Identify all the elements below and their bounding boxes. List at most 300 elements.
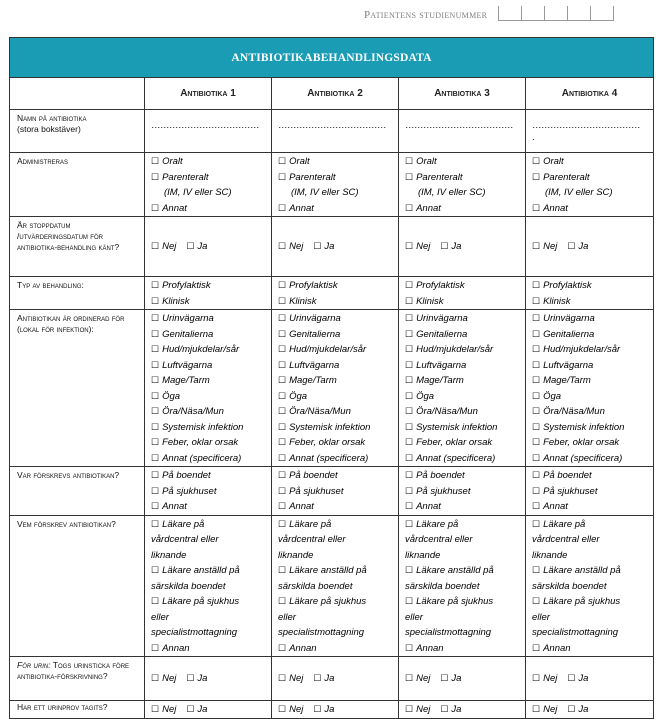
infection-site-checkbox[interactable] <box>278 389 394 405</box>
option-label: Annat <box>543 501 568 512</box>
option-label: Systemisk infektion <box>543 421 625 433</box>
prescription-place-checkbox[interactable] <box>532 468 649 484</box>
option-label: Annat <box>162 202 187 214</box>
name-blank-line-4: ……………………………… <box>532 120 640 131</box>
checkbox-icon[interactable]: ☐ <box>186 241 195 252</box>
checkbox-annan[interactable] <box>532 641 649 657</box>
checkbox-icon[interactable]: ☐ <box>278 328 287 339</box>
checkbox-annan[interactable] <box>151 641 267 657</box>
checkbox-icon[interactable]: ☐ <box>405 359 414 370</box>
checkbox-icon[interactable]: ☐ <box>278 642 287 653</box>
checkbox-oralt[interactable] <box>278 154 394 170</box>
checkbox-icon[interactable]: ☐ <box>532 518 541 529</box>
option-label: Luftvägarna <box>289 359 340 371</box>
checkbox-lakare-vardcentral[interactable] <box>278 517 394 533</box>
infection-site-checkbox[interactable] <box>151 327 267 343</box>
checkbox-icon[interactable]: ☐ <box>405 673 414 684</box>
checkbox-icon[interactable]: ☐ <box>532 437 541 447</box>
checkbox-icon[interactable]: ☐ <box>532 202 541 213</box>
checkbox-annan[interactable] <box>405 641 521 657</box>
checkbox-icon[interactable]: ☐ <box>151 673 160 684</box>
infection-site-checkbox[interactable] <box>532 435 649 451</box>
checkbox-icon[interactable]: ☐ <box>151 156 160 166</box>
checkbox-klinisk[interactable] <box>278 294 394 310</box>
infection-site-checkbox[interactable] <box>405 435 521 451</box>
checkbox-lakare-boende[interactable] <box>278 563 394 579</box>
infection-cell-3 <box>399 310 526 467</box>
checkbox-icon[interactable]: ☐ <box>532 280 541 290</box>
option-label: Läkare anställd på <box>416 565 494 576</box>
option-label: Profylaktisk <box>416 280 465 291</box>
infection-site-checkbox[interactable] <box>532 389 649 405</box>
option-label: Annan <box>543 642 571 654</box>
checkbox-icon[interactable]: ☐ <box>405 328 414 339</box>
infection-site-checkbox[interactable] <box>405 373 521 389</box>
infection-site-checkbox[interactable] <box>151 451 267 467</box>
option-label: Ja <box>324 241 335 253</box>
row-urineprov <box>10 701 654 719</box>
checkbox-ja[interactable] <box>567 671 588 687</box>
checkbox-nej[interactable] <box>405 702 430 718</box>
checkbox-klinisk[interactable] <box>151 294 267 310</box>
checkbox-icon[interactable]: ☐ <box>405 202 414 213</box>
checkbox-lakare-vardcentral[interactable] <box>405 517 521 533</box>
checkbox-profylaktisk[interactable] <box>151 278 267 294</box>
row-label-infection: Antibiotikan är ordinerad för (lokal för infektion): <box>10 310 145 467</box>
checkbox-icon[interactable]: ☐ <box>151 518 160 529</box>
checkbox-icon[interactable]: ☐ <box>151 565 160 575</box>
infection-site-checkbox[interactable] <box>532 451 649 467</box>
checkbox-icon[interactable]: ☐ <box>278 241 287 252</box>
infection-site-checkbox[interactable] <box>532 342 649 358</box>
option-label: Mage/Tarm <box>543 375 591 386</box>
checkbox-icon[interactable]: ☐ <box>278 596 287 606</box>
checkbox-icon[interactable]: ☐ <box>151 241 160 252</box>
checkbox-nej[interactable] <box>151 702 176 718</box>
checkbox-icon[interactable]: ☐ <box>532 328 541 339</box>
option-label: Läkare på sjukhus <box>162 596 240 607</box>
checkbox-icon[interactable]: ☐ <box>278 295 287 306</box>
checkbox-icon[interactable]: ☐ <box>278 171 287 182</box>
patient-id-box[interactable] <box>590 6 614 21</box>
checkbox-icon[interactable]: ☐ <box>151 642 160 653</box>
name-blank-extra-4: . <box>532 132 535 143</box>
option-label: Ja <box>578 241 589 253</box>
checkbox-icon[interactable]: ☐ <box>151 470 160 480</box>
checkbox-profylaktisk[interactable] <box>405 278 521 294</box>
prescription-place-checkbox[interactable] <box>532 484 649 500</box>
checkbox-annat[interactable] <box>405 201 521 217</box>
checkbox-icon[interactable]: ☐ <box>151 280 160 290</box>
form-title: ANTIBIOTIKABEHANDLINGSDATA <box>10 38 654 78</box>
checkbox-icon[interactable]: ☐ <box>532 565 541 575</box>
prescription-place-checkbox[interactable] <box>405 484 521 500</box>
type-cell-3 <box>399 277 526 310</box>
checkbox-icon[interactable]: ☐ <box>278 406 287 416</box>
option-label: Öga <box>289 390 308 402</box>
option-label: Oralt <box>162 156 183 167</box>
prescription-place-checkbox[interactable] <box>278 468 394 484</box>
column-header-2: Antibiotika 2 <box>272 78 399 110</box>
infection-site-checkbox[interactable] <box>405 327 521 343</box>
checkbox-icon[interactable]: ☐ <box>532 156 541 166</box>
infection-site-checkbox[interactable] <box>532 420 649 436</box>
checkbox-icon[interactable]: ☐ <box>278 375 287 385</box>
checkbox-icon[interactable]: ☐ <box>532 704 541 714</box>
checkbox-ja[interactable] <box>313 239 334 255</box>
infection-site-checkbox[interactable] <box>151 389 267 405</box>
option-label: Oralt <box>416 156 437 167</box>
checkbox-oralt[interactable] <box>151 154 267 170</box>
checkbox-klinisk[interactable] <box>405 294 521 310</box>
checkbox-ja[interactable] <box>186 702 207 718</box>
checkbox-icon[interactable]: ☐ <box>278 156 287 166</box>
checkbox-icon[interactable]: ☐ <box>278 421 287 432</box>
checkbox-icon[interactable]: ☐ <box>405 501 414 511</box>
checkbox-lakare-boende[interactable] <box>405 563 521 579</box>
checkbox-nej[interactable] <box>151 239 176 255</box>
checkbox-icon[interactable]: ☐ <box>532 642 541 653</box>
checkbox-parenteralt[interactable] <box>151 170 267 186</box>
checkbox-icon[interactable]: ☐ <box>532 375 541 385</box>
checkbox-icon[interactable]: ☐ <box>532 421 541 432</box>
checkbox-icon[interactable]: ☐ <box>151 704 160 714</box>
name-blank-field-4[interactable] <box>526 110 654 153</box>
patient-id-box[interactable] <box>567 6 591 21</box>
infection-cell-4 <box>526 310 654 467</box>
option-label: Ja <box>324 673 335 685</box>
option-label: Genitalierna <box>416 328 468 340</box>
checkbox-ja[interactable] <box>567 702 588 718</box>
checkbox-icon[interactable]: ☐ <box>313 241 322 252</box>
checkbox-icon[interactable]: ☐ <box>151 421 160 432</box>
checkbox-lakare-vardcentral[interactable] <box>532 517 649 533</box>
checkbox-icon[interactable]: ☐ <box>532 359 541 370</box>
checkbox-nej[interactable] <box>532 702 557 718</box>
checkbox-nej[interactable] <box>151 671 176 687</box>
checkbox-icon[interactable]: ☐ <box>405 295 414 306</box>
column-header-1: Antibiotika 1 <box>145 78 272 110</box>
checkbox-icon[interactable]: ☐ <box>532 501 541 511</box>
option-label-cont: liknande <box>405 549 441 561</box>
checkbox-icon[interactable]: ☐ <box>405 171 414 182</box>
option-label-cont: eller <box>278 611 296 623</box>
checkbox-icon[interactable]: ☐ <box>186 673 195 684</box>
checkbox-icon[interactable]: ☐ <box>278 470 287 480</box>
checkbox-icon[interactable]: ☐ <box>151 375 160 385</box>
checkbox-ja[interactable] <box>313 702 334 718</box>
infection-site-checkbox[interactable] <box>405 342 521 358</box>
checkbox-icon[interactable]: ☐ <box>532 452 541 463</box>
option-label-cont: särskilda boendet <box>405 580 480 592</box>
checkbox-annat[interactable] <box>278 201 394 217</box>
checkbox-icon[interactable]: ☐ <box>151 313 160 323</box>
infection-site-checkbox[interactable] <box>532 358 649 374</box>
checkbox-icon[interactable]: ☐ <box>278 390 287 401</box>
option-label: Öga <box>416 390 435 402</box>
checkbox-icon[interactable]: ☐ <box>405 280 414 290</box>
infection-site-checkbox[interactable] <box>151 435 267 451</box>
checkbox-icon[interactable]: ☐ <box>278 344 287 354</box>
checkbox-icon[interactable]: ☐ <box>405 241 414 252</box>
checkbox-ja[interactable] <box>186 671 207 687</box>
infection-site-checkbox[interactable] <box>151 358 267 374</box>
infection-site-checkbox[interactable] <box>278 404 394 420</box>
checkbox-icon[interactable]: ☐ <box>278 673 287 684</box>
row-label-name <box>10 110 145 153</box>
infection-site-checkbox[interactable] <box>532 311 649 327</box>
option-label: Ja <box>197 673 208 685</box>
checkbox-nej[interactable] <box>405 239 430 255</box>
checkbox-icon[interactable]: ☐ <box>278 359 287 370</box>
checkbox-icon[interactable]: ☐ <box>278 518 287 529</box>
checkbox-ja[interactable] <box>440 671 461 687</box>
checkbox-icon[interactable]: ☐ <box>532 406 541 416</box>
option-label: Nej <box>162 673 177 685</box>
checkbox-icon[interactable]: ☐ <box>567 673 576 684</box>
prescription-place-checkbox[interactable] <box>151 499 267 515</box>
infection-site-checkbox[interactable] <box>151 420 267 436</box>
checkbox-icon[interactable]: ☐ <box>278 313 287 323</box>
checkbox-lakare-vardcentral[interactable] <box>151 517 267 533</box>
checkbox-annan[interactable] <box>278 641 394 657</box>
infection-site-checkbox[interactable] <box>532 404 649 420</box>
where-cell-4 <box>526 467 654 516</box>
checkbox-icon[interactable]: ☐ <box>151 452 160 463</box>
prescription-place-checkbox[interactable] <box>405 499 521 515</box>
urineprov-cell-2 <box>272 701 399 719</box>
prescription-place-checkbox[interactable] <box>532 499 649 515</box>
checkbox-lakare-sjukhus[interactable] <box>532 594 649 610</box>
option-label: Feber, oklar orsak <box>162 437 239 448</box>
option-label: Annat (specificera) <box>162 452 242 464</box>
option-label: Hud/mjukdelar/sår <box>543 344 621 355</box>
checkbox-icon[interactable]: ☐ <box>532 596 541 606</box>
option-label: Ja <box>324 704 335 715</box>
infection-site-checkbox[interactable] <box>151 373 267 389</box>
checkbox-icon[interactable]: ☐ <box>313 704 322 714</box>
checkbox-lakare-sjukhus[interactable] <box>405 594 521 610</box>
checkbox-icon[interactable]: ☐ <box>151 171 160 182</box>
checkbox-icon[interactable]: ☐ <box>440 704 449 714</box>
checkbox-icon[interactable]: ☐ <box>151 359 160 370</box>
option-label: Klinisk <box>162 295 190 307</box>
infection-site-checkbox[interactable] <box>405 389 521 405</box>
checkbox-icon[interactable]: ☐ <box>405 406 414 416</box>
checkbox-icon[interactable]: ☐ <box>313 673 322 684</box>
infection-site-checkbox[interactable] <box>532 327 649 343</box>
option-label: Klinisk <box>416 295 444 307</box>
checkbox-icon[interactable]: ☐ <box>567 241 576 252</box>
checkbox-icon[interactable]: ☐ <box>278 485 287 496</box>
checkbox-icon[interactable]: ☐ <box>405 565 414 575</box>
checkbox-parenteralt[interactable] <box>278 170 394 186</box>
checkbox-icon[interactable]: ☐ <box>405 313 414 323</box>
checkbox-ja[interactable] <box>440 702 461 718</box>
checkbox-icon[interactable]: ☐ <box>278 202 287 213</box>
checkbox-icon[interactable]: ☐ <box>151 437 160 447</box>
option-label: Ja <box>578 673 589 685</box>
infection-site-checkbox[interactable] <box>278 358 394 374</box>
checkbox-icon[interactable]: ☐ <box>151 596 160 606</box>
infection-site-checkbox[interactable] <box>151 404 267 420</box>
checkbox-nej[interactable] <box>278 239 303 255</box>
infection-site-checkbox[interactable] <box>278 342 394 358</box>
checkbox-profylaktisk[interactable] <box>532 278 649 294</box>
row-where <box>10 467 654 516</box>
option-label: Nej <box>289 241 304 253</box>
checkbox-icon[interactable]: ☐ <box>532 295 541 306</box>
option-label: Öra/Näsa/Mun <box>289 406 351 417</box>
checkbox-icon[interactable]: ☐ <box>532 313 541 323</box>
infection-site-checkbox[interactable] <box>278 327 394 343</box>
checkbox-icon[interactable]: ☐ <box>151 344 160 354</box>
infection-site-checkbox[interactable] <box>278 311 394 327</box>
checkbox-icon[interactable]: ☐ <box>405 375 414 385</box>
prescription-place-checkbox[interactable] <box>151 484 267 500</box>
row-stopdate <box>10 217 654 277</box>
checkbox-oralt[interactable] <box>405 154 521 170</box>
checkbox-icon[interactable]: ☐ <box>186 704 195 714</box>
option-label: På boendet <box>416 470 465 481</box>
checkbox-lakare-boende[interactable] <box>532 563 649 579</box>
infection-site-checkbox[interactable] <box>405 420 521 436</box>
checkbox-icon[interactable]: ☐ <box>278 704 287 714</box>
infection-site-checkbox[interactable] <box>405 311 521 327</box>
checkbox-icon[interactable]: ☐ <box>405 156 414 166</box>
infection-site-checkbox[interactable] <box>532 373 649 389</box>
checkbox-ja[interactable] <box>186 239 207 255</box>
infection-site-checkbox[interactable] <box>151 311 267 327</box>
checkbox-parenteralt[interactable] <box>405 170 521 186</box>
checkbox-icon[interactable]: ☐ <box>278 280 287 290</box>
patient-id-boxes[interactable] <box>499 6 614 21</box>
checkbox-icon[interactable]: ☐ <box>151 485 160 496</box>
option-label: Nej <box>543 704 558 715</box>
checkbox-icon[interactable]: ☐ <box>151 295 160 306</box>
checkbox-icon[interactable]: ☐ <box>405 518 414 529</box>
checkbox-icon[interactable]: ☐ <box>151 406 160 416</box>
option-label: Urinvägarna <box>162 313 214 324</box>
checkbox-profylaktisk[interactable] <box>278 278 394 294</box>
who-cell-4 <box>526 515 654 657</box>
checkbox-annat[interactable] <box>151 201 267 217</box>
checkbox-klinisk[interactable] <box>532 294 649 310</box>
patient-id-box[interactable] <box>544 6 568 21</box>
option-label: Feber, oklar orsak <box>416 437 493 448</box>
patient-id-box[interactable] <box>498 6 522 21</box>
checkbox-oralt[interactable] <box>532 154 649 170</box>
infection-site-checkbox[interactable] <box>278 373 394 389</box>
checkbox-icon[interactable]: ☐ <box>278 565 287 575</box>
infection-site-checkbox[interactable] <box>405 404 521 420</box>
checkbox-parenteralt[interactable] <box>532 170 649 186</box>
row-label-urineprov: Har ett urinprov tagits? <box>10 701 145 719</box>
infection-site-checkbox[interactable] <box>405 451 521 467</box>
checkbox-icon[interactable]: ☐ <box>532 673 541 684</box>
option-label-cont: särskilda boendet <box>278 580 353 592</box>
checkbox-icon[interactable]: ☐ <box>405 596 414 606</box>
checkbox-icon[interactable]: ☐ <box>532 485 541 496</box>
checkbox-lakare-sjukhus[interactable] <box>151 594 267 610</box>
option-label: Annan <box>162 642 190 654</box>
checkbox-icon[interactable]: ☐ <box>532 344 541 354</box>
prescription-place-checkbox[interactable] <box>151 468 267 484</box>
prescription-place-checkbox[interactable] <box>278 484 394 500</box>
name-blank-field-2[interactable]: ……………………………… <box>272 110 399 153</box>
option-label: Nej <box>162 704 177 715</box>
checkbox-icon[interactable]: ☐ <box>405 485 414 496</box>
checkbox-nej[interactable] <box>405 671 430 687</box>
option-label: Ja <box>197 704 208 715</box>
checkbox-icon[interactable]: ☐ <box>532 470 541 480</box>
checkbox-annat[interactable] <box>532 201 649 217</box>
infection-site-checkbox[interactable] <box>278 435 394 451</box>
checkbox-icon[interactable]: ☐ <box>151 328 160 339</box>
patient-id-box[interactable] <box>521 6 545 21</box>
checkbox-icon[interactable]: ☐ <box>405 452 414 463</box>
option-label: Öra/Näsa/Mun <box>416 406 478 417</box>
option-label: Annat (specificera) <box>416 452 496 464</box>
option-label: På boendet <box>543 470 592 481</box>
checkbox-icon[interactable]: ☐ <box>151 501 160 511</box>
infection-site-checkbox[interactable] <box>151 342 267 358</box>
checkbox-icon[interactable]: ☐ <box>278 452 287 463</box>
checkbox-icon[interactable]: ☐ <box>532 241 541 252</box>
checkbox-icon[interactable]: ☐ <box>278 437 287 447</box>
option-label: Annan <box>416 642 444 654</box>
checkbox-nej[interactable] <box>532 671 557 687</box>
prescription-place-checkbox[interactable] <box>405 468 521 484</box>
infection-site-checkbox[interactable] <box>278 451 394 467</box>
name-blank-field-1[interactable]: ……………………………… <box>145 110 272 153</box>
checkbox-nej[interactable] <box>278 671 303 687</box>
checkbox-icon[interactable]: ☐ <box>405 642 414 653</box>
option-label: Nej <box>416 241 431 253</box>
checkbox-ja[interactable] <box>313 671 334 687</box>
option-label: Luftvägarna <box>416 359 467 371</box>
checkbox-icon[interactable]: ☐ <box>532 171 541 182</box>
checkbox-nej[interactable] <box>278 702 303 718</box>
option-label: Ja <box>451 673 462 685</box>
checkbox-ja[interactable] <box>567 239 588 255</box>
checkbox-icon[interactable]: ☐ <box>405 437 414 447</box>
checkbox-lakare-boende[interactable] <box>151 563 267 579</box>
prescription-place-checkbox[interactable] <box>278 499 394 515</box>
where-cell-3 <box>399 467 526 516</box>
checkbox-icon[interactable]: ☐ <box>278 501 287 511</box>
infection-site-checkbox[interactable] <box>278 420 394 436</box>
checkbox-icon[interactable]: ☐ <box>532 390 541 401</box>
option-label: På sjukhuset <box>162 485 217 497</box>
checkbox-icon[interactable]: ☐ <box>151 390 160 401</box>
name-blank-field-3[interactable]: ……………………………… <box>399 110 526 153</box>
infection-site-checkbox[interactable] <box>405 358 521 374</box>
checkbox-icon[interactable]: ☐ <box>405 470 414 480</box>
checkbox-icon[interactable]: ☐ <box>405 704 414 714</box>
checkbox-icon[interactable]: ☐ <box>440 673 449 684</box>
checkbox-icon[interactable]: ☐ <box>151 202 160 213</box>
checkbox-icon[interactable]: ☐ <box>405 344 414 354</box>
checkbox-icon[interactable]: ☐ <box>405 421 414 432</box>
checkbox-icon[interactable]: ☐ <box>405 390 414 401</box>
checkbox-ja[interactable] <box>440 239 461 255</box>
checkbox-nej[interactable] <box>532 239 557 255</box>
checkbox-icon[interactable]: ☐ <box>440 241 449 252</box>
option-label-cont: vårdcentral eller <box>405 534 473 545</box>
checkbox-icon[interactable]: ☐ <box>567 704 576 714</box>
checkbox-lakare-sjukhus[interactable] <box>278 594 394 610</box>
